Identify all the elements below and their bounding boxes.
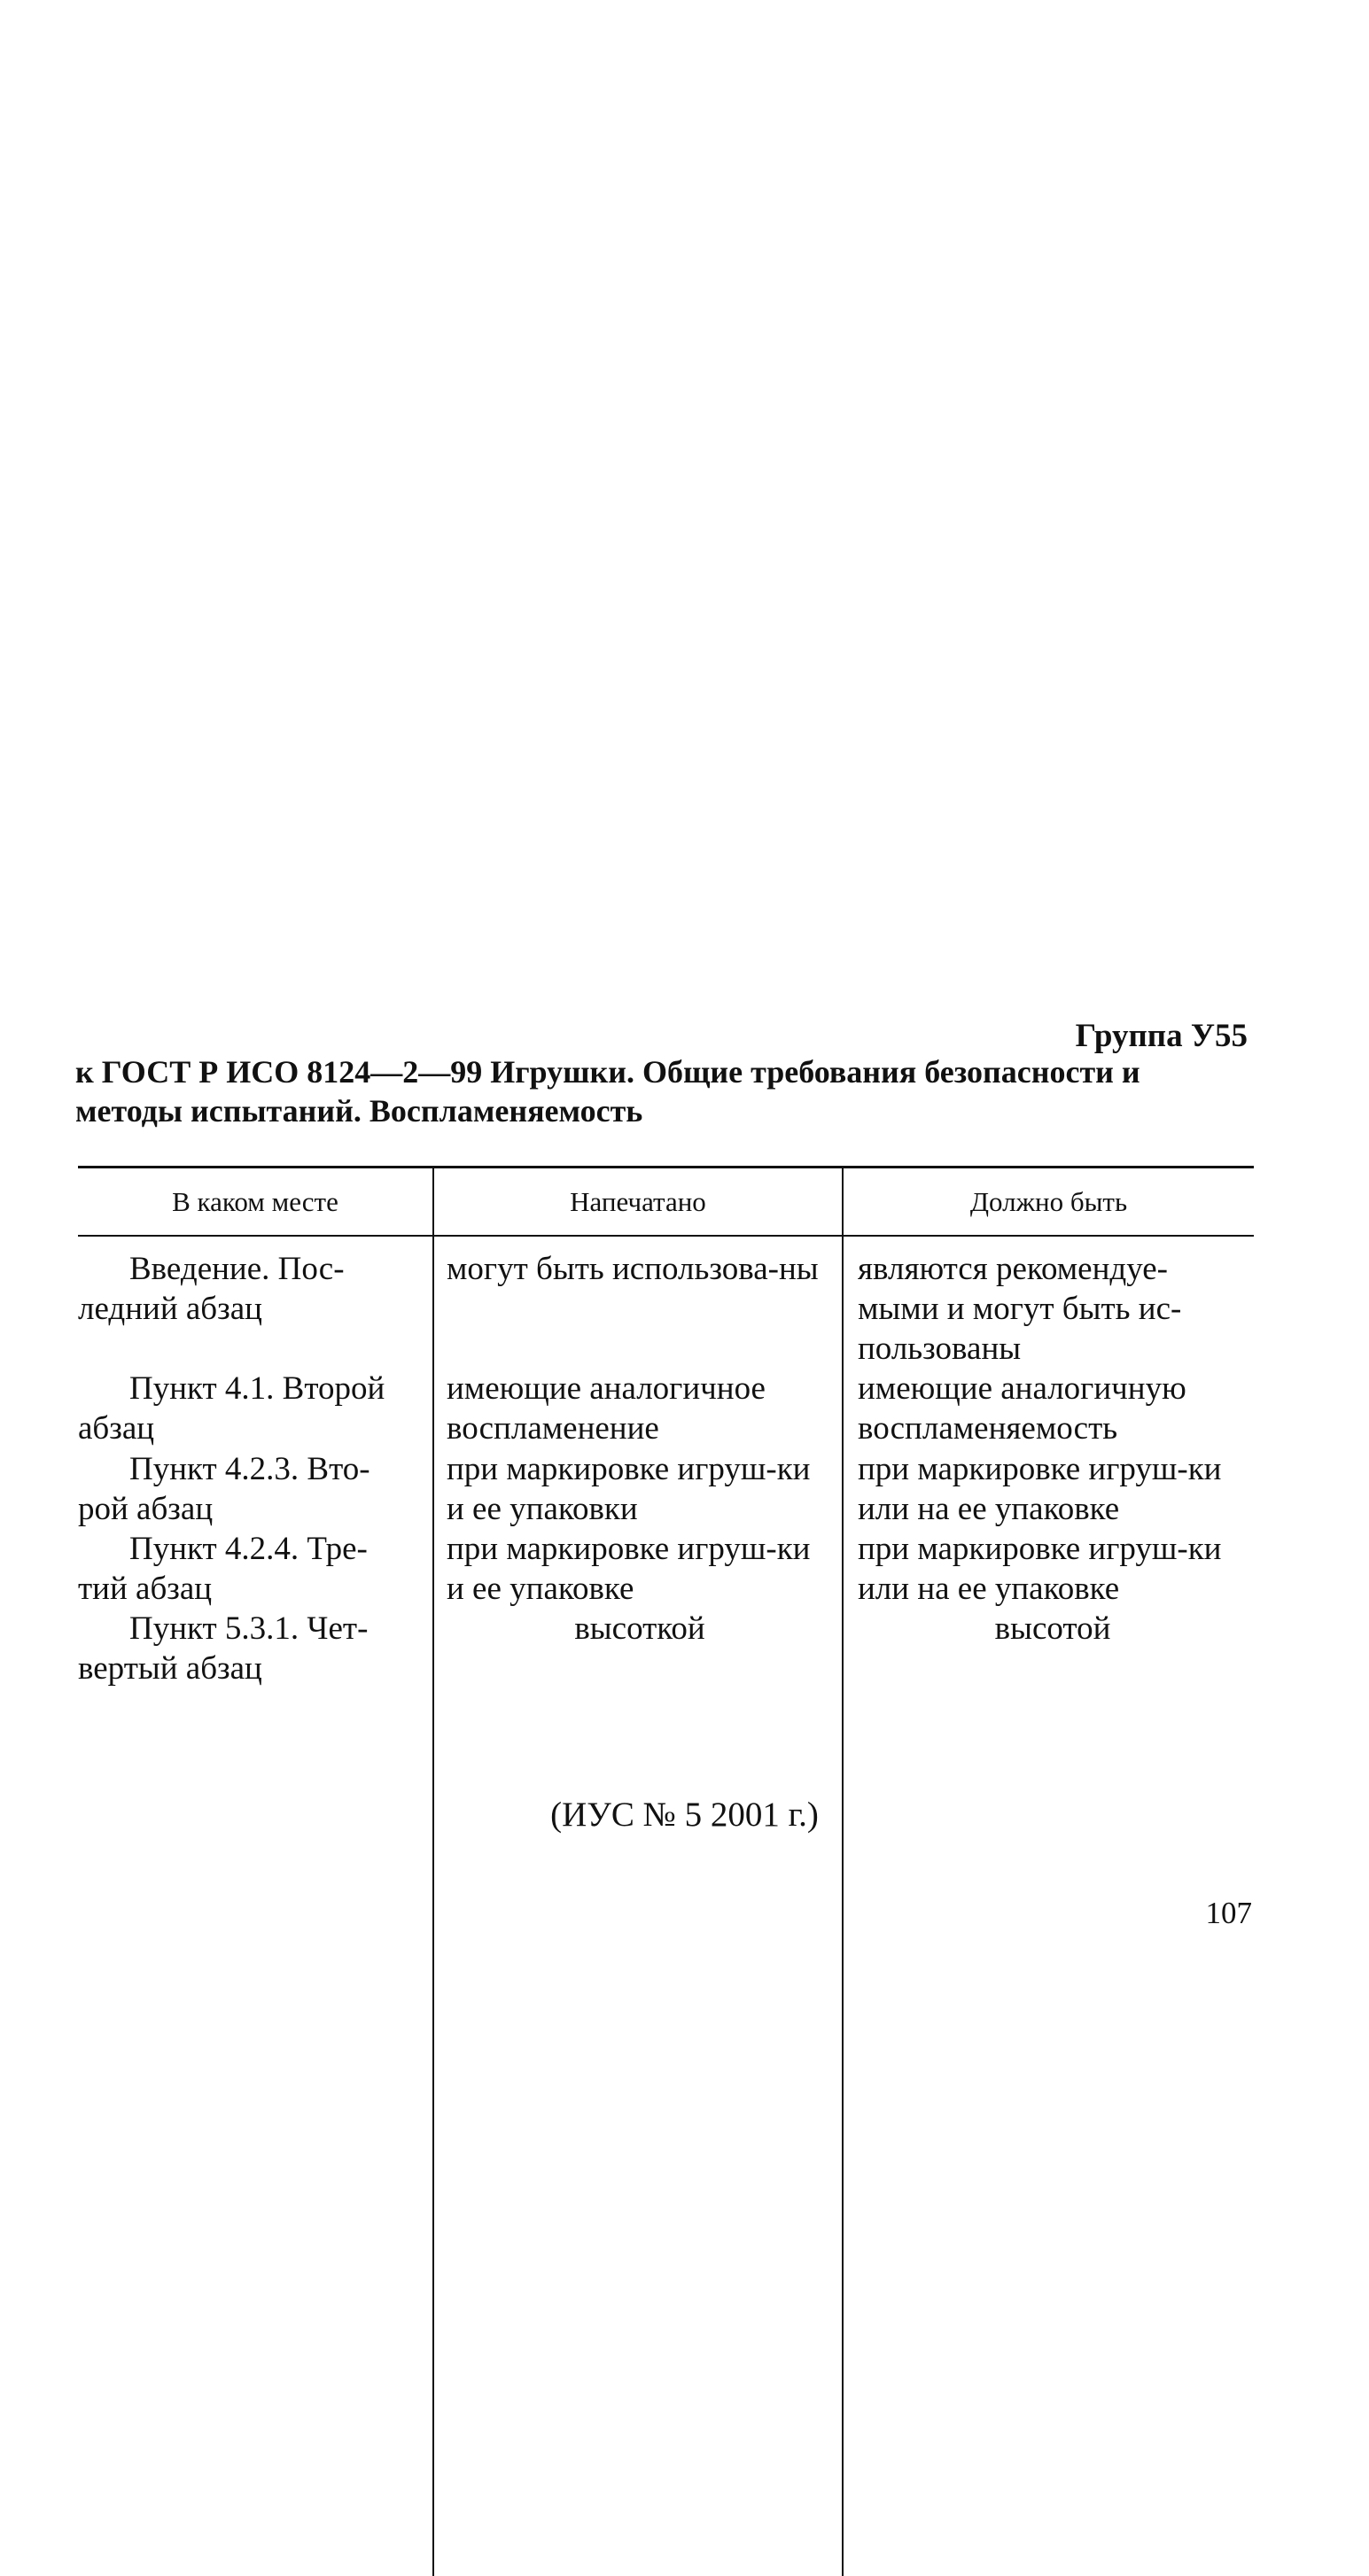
cell-printed: при маркировке игруш-ки и ее упаковки bbox=[447, 1451, 811, 1527]
cell-place: Введение. Пос- ледний абзац bbox=[78, 1251, 345, 1327]
cell-place: Пункт 4.2.3. Вто- рой абзац bbox=[78, 1451, 370, 1527]
header-place: В каком месте bbox=[172, 1185, 338, 1217]
cell-correct: являются рекомендуе-мыми и могут быть ис-пользованы bbox=[858, 1251, 1182, 1367]
header-printed: Напечатано bbox=[570, 1185, 706, 1217]
cell-correct: имеющие аналогичную воспламеняемость bbox=[858, 1370, 1186, 1447]
column-divider bbox=[432, 1168, 434, 2576]
column-divider bbox=[842, 1168, 844, 2576]
source-note: (ИУС № 5 2001 г.) bbox=[550, 1796, 819, 1834]
cell-place: Пункт 4.1. Второй абзац bbox=[78, 1370, 385, 1447]
table-header-rule bbox=[78, 1235, 1254, 1237]
cell-printed: высоткой bbox=[574, 1610, 705, 1647]
cell-printed: при маркировке игруш-ки и ее упаковке bbox=[447, 1531, 811, 1607]
header-correct: Должно быть bbox=[969, 1185, 1128, 1217]
cell-correct: при маркировке игруш-ки или на ее упаковке bbox=[858, 1451, 1222, 1527]
cell-place: Пункт 4.2.4. Тре- тий абзац bbox=[78, 1531, 368, 1607]
cell-printed: имеющие аналогичное воспламенение bbox=[447, 1370, 766, 1447]
cell-correct: при маркировке игруш-ки или на ее упаковке bbox=[858, 1531, 1222, 1607]
group-label: Группа У55 bbox=[1075, 1018, 1248, 1054]
document-heading: к ГОСТ Р ИСО 8124—2—99 Игрушки. Общие требования безопасности и методы испытаний. Воспламеняемость bbox=[75, 1054, 1140, 1129]
cell-correct: высотой bbox=[994, 1610, 1111, 1647]
page-number: 107 bbox=[1205, 1896, 1252, 1930]
cell-printed: могут быть использова-ны bbox=[447, 1251, 819, 1287]
cell-place: Пункт 5.3.1. Чет- вертый абзац bbox=[78, 1610, 369, 1687]
